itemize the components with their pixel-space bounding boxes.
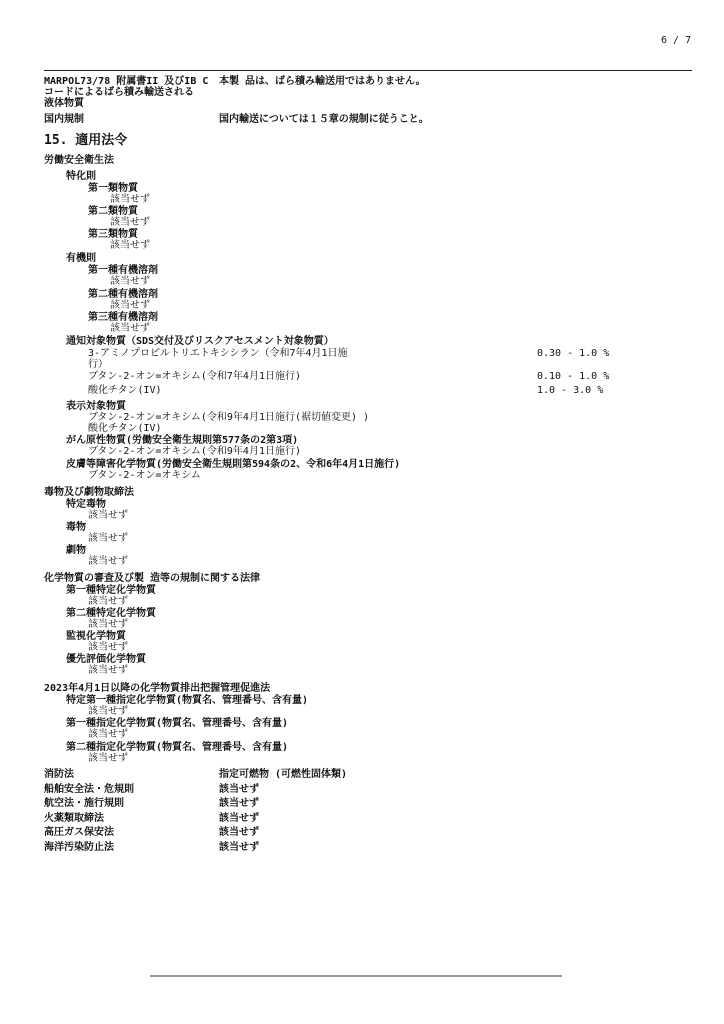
chemical-item-value: 該当せず [88,665,128,676]
carcinogen-item: ブタン-2-オン=オキシム(令和9年4月1日施行) [88,446,301,457]
poison-item-label: 劇物 [66,545,86,556]
content-range: 1.0 - 3.0 % [537,385,604,396]
tokka-item-label: 第一類物質 [88,183,138,194]
poison-item-value: 該当せず [88,556,128,567]
domestic-value: 国内輸送については１５章の規制に従うこと。 [219,114,429,125]
poison-item-value: 該当せず [88,533,128,544]
content-range: 0.10 - 1.0 % [537,371,610,382]
chemical-item-value: 該当せず [88,596,128,607]
prtr-item-value: 該当せず [88,706,128,717]
section-title: 15. 適用法令 [44,133,128,148]
tokka-item-value: 該当せず [110,194,150,205]
poison-law-title: 毒物及び劇物取締法 [44,487,134,498]
tokka-title: 特化則 [66,171,96,182]
law-label: 船舶安全法・危規則 [44,784,134,795]
chemical-item-label: 監視化学物質 [66,631,126,642]
labeling-title: 表示対象物質 [66,401,126,412]
prtr-title: 2023年4月1日以降の化学物質排出把握管理促進法 [44,683,271,694]
chemical-item-value: 該当せず [88,642,128,653]
tokka-item-value: 該当せず [110,240,150,251]
substance-name: 酸化チタン(IV) [88,385,162,396]
law-value: 該当せず [219,842,259,853]
yuki-item-label: 第一種有機溶剤 [88,265,158,276]
chemical-law-title: 化学物質の審査及び製 造等の規制に関する法律 [44,573,261,584]
yuki-item-value: 該当せず [110,300,150,311]
tokka-item-label: 第二類物質 [88,206,138,217]
law-label: 海洋汚染防止法 [44,842,114,853]
chemical-item-label: 優先評価化学物質 [66,654,146,665]
prtr-item-label: 特定第一種指定化学物質(物質名、管理番号、含有量) [66,695,309,706]
substance-name: ブタン-2-オン=オキシム(令和7年4月1日施行) [88,371,301,382]
prtr-item-value: 該当せず [88,729,128,740]
law-label: 火薬類取締法 [44,813,104,824]
poison-item-value: 該当せず [88,510,128,521]
yuki-item-value: 該当せず [110,276,150,287]
prtr-item-value: 該当せず [88,753,128,764]
skin-title: 皮膚等障害化学物質(労働安全衛生規則第594条の2、令和6年4月1日施行) [66,459,401,470]
law-value: 該当せず [219,827,259,838]
substance-name-cont: 行） [88,359,108,370]
domestic-label: 国内規制 [44,114,84,125]
substance-name: 3-アミノプロピルトリエトキシシラン（令和7年4月1日施 [88,348,348,359]
content-range: 0.30 - 1.0 % [537,348,610,359]
tokka-item-value: 該当せず [110,217,150,228]
yuki-item-label: 第二種有機溶剤 [88,289,158,300]
prtr-item-label: 第二種指定化学物質(物質名、管理番号、含有量) [66,742,289,753]
law-value: 該当せず [219,784,259,795]
yuki-item-label: 第三種有機溶剤 [88,312,158,323]
page-number: 6 / 7 [661,35,692,46]
labeling-item: ブタン-2-オン=オキシム(令和9年4月1日施行(裾切値変更) ) [88,412,370,423]
chemical-item-label: 第二種特定化学物質 [66,608,156,619]
chemical-item-label: 第一種特定化学物質 [66,585,156,596]
law-value: 該当せず [219,813,259,824]
header-rule [44,70,692,71]
chemical-item-value: 該当せず [88,619,128,630]
law-label: 消防法 [44,769,74,780]
yuki-item-value: 該当せず [110,323,150,334]
tokka-item-label: 第三類物質 [88,229,138,240]
labeling-item: 酸化チタン(IV) [88,423,162,434]
law-value: 指定可燃物 (可燃性固体類) [219,769,348,780]
notification-title: 通知対象物質（SDS交付及びリスクアセスメント対象物質） [66,336,334,347]
poison-item-label: 毒物 [66,522,86,533]
marpol-value: 本製 品は、ばら積み輸送用ではありません。 [219,76,426,87]
law-label: 航空法・施行規則 [44,798,124,809]
skin-item: ブタン-2-オン=オキシム [88,470,201,481]
prtr-item-label: 第一種指定化学物質(物質名、管理番号、含有量) [66,718,289,729]
poison-item-label: 特定毒物 [66,499,106,510]
labor-law-title: 労働安全衛生法 [44,155,114,166]
yuki-title: 有機則 [66,253,96,264]
footer-rule [150,975,562,977]
law-label: 高圧ガス保安法 [44,827,114,838]
law-value: 該当せず [219,798,259,809]
carcinogen-title: がん原性物質(労働安全衛生規則第577条の2第3項) [66,435,299,446]
